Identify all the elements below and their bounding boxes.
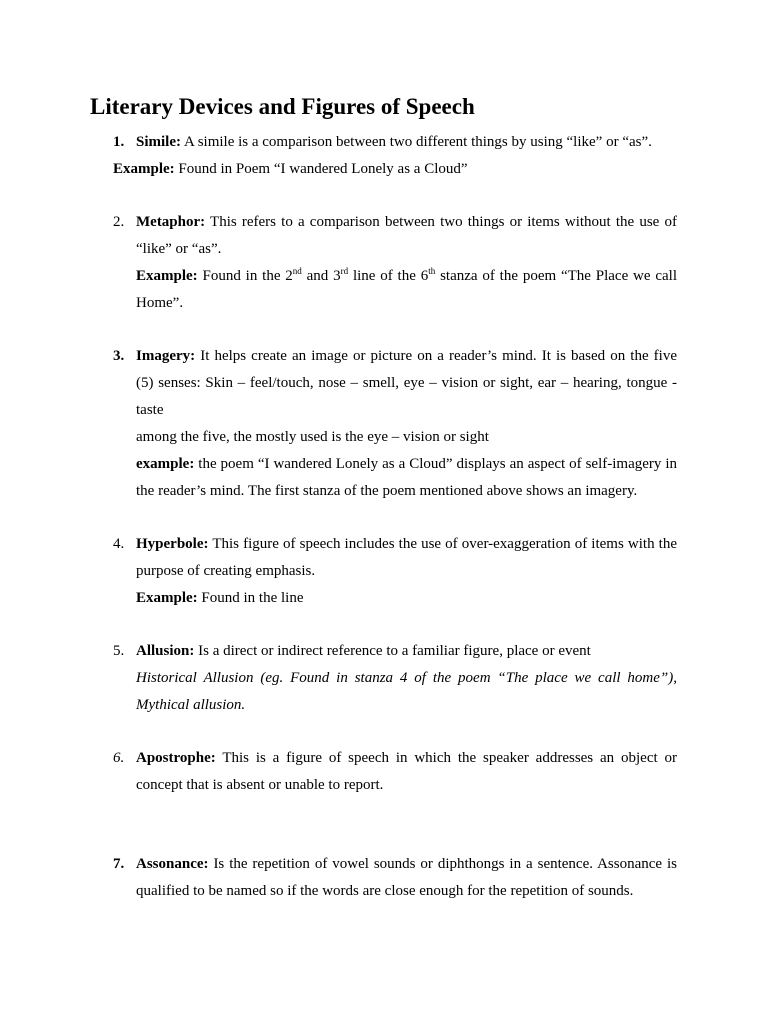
simile-example-line <box>113 159 468 179</box>
example-text: Found in the 2 <box>202 268 293 284</box>
definition-text: A simile is a comparison between two different things by using “like” or “as”. <box>183 134 652 150</box>
hyperbole-example-line <box>136 588 304 608</box>
allusion-italic-line-1 <box>136 668 677 688</box>
assonance-definition-line-2: qualified to be named so if the words are close enough for the repetition of sounds. <box>136 883 634 899</box>
ordinal-superscript: th <box>428 266 436 276</box>
metaphor-definition-line-2: “like” or “as”. <box>136 241 222 257</box>
example-label: Example: <box>113 161 175 177</box>
item-number: 2. <box>113 214 125 230</box>
example-text: Found in Poem “I wandered Lonely as a Cloud” <box>178 161 468 177</box>
example-text: and 3 <box>306 268 341 284</box>
definition-text: Is the repetition of vowel sounds or diphthongs in a sentence. Assonance is <box>213 856 677 872</box>
definition-text: This refers to a comparison between two things or items without the use of <box>210 214 677 230</box>
example-label: Example: <box>136 590 198 606</box>
ordinal-superscript: rd <box>340 266 349 276</box>
item-number: 1. <box>113 134 125 150</box>
term-label: Allusion: <box>136 643 195 659</box>
example-label: example: <box>136 456 195 472</box>
imagery-definition-line-2: (5) senses: Skin – feel/touch, nose – smell, eye – vision or sight, ear – hearing, tongue - <box>136 375 677 391</box>
item-number: 3. <box>113 348 125 364</box>
imagery-definition-line-3: taste <box>136 402 164 418</box>
definition-text: It helps create an image or picture on a reader’s mind. It is based on the five <box>200 348 677 364</box>
example-label: Example: <box>136 268 198 284</box>
apostrophe-definition-line-1 <box>136 748 677 768</box>
allusion-definition-line <box>136 641 591 661</box>
item-number: 6. <box>113 750 125 766</box>
term-label: Metaphor: <box>136 214 206 230</box>
italic-text: Mythical allusion. <box>136 697 246 713</box>
term-label: Simile: <box>136 134 181 150</box>
example-text: Found in the line <box>201 590 304 606</box>
term-label: Imagery: <box>136 348 196 364</box>
example-text: stanza of the poem “The Place we call <box>440 268 678 284</box>
metaphor-example-line-2: Home”. <box>136 295 184 311</box>
allusion-italic-line-2 <box>136 695 245 715</box>
item-number: 4. <box>113 536 125 552</box>
ordinal-superscript: nd <box>292 266 302 276</box>
imagery-example-line-1 <box>136 454 677 474</box>
term-label: Assonance: <box>136 856 209 872</box>
definition-text: This figure of speech includes the use of over-exaggeration of items with the <box>212 536 677 552</box>
metaphor-example-line-1 <box>136 266 677 286</box>
imagery-definition-line-1 <box>136 346 677 366</box>
apostrophe-definition-line-2: concept that is absent or unable to report. <box>136 777 384 793</box>
example-text: the poem “I wandered Lonely as a Cloud” displays an aspect of self-imagery in <box>198 456 677 472</box>
simile-definition-line <box>136 132 652 152</box>
term-label: Hyperbole: <box>136 536 209 552</box>
term-label: Apostrophe: <box>136 750 216 766</box>
metaphor-definition-line-1 <box>136 212 677 232</box>
hyperbole-definition-line-1 <box>136 534 677 554</box>
definition-text: This is a figure of speech in which the speaker addresses an object or <box>222 750 677 766</box>
italic-text: Historical Allusion (eg. Found in stanza 4 of the poem “The place we call home”), <box>136 670 677 686</box>
definition-text: Is a direct or indirect reference to a familiar figure, place or event <box>198 643 591 659</box>
imagery-example-line-2: the reader’s mind. The first stanza of the poem mentioned above shows an imagery. <box>136 483 638 499</box>
imagery-definition-line-4: among the five, the mostly used is the eye – vision or sight <box>136 429 489 445</box>
item-number: 7. <box>113 856 125 872</box>
page-title: Literary Devices and Figures of Speech <box>90 94 475 119</box>
example-text: line of the 6 <box>352 268 429 284</box>
assonance-definition-line-1 <box>136 854 677 874</box>
hyperbole-definition-line-2: purpose of creating emphasis. <box>136 563 316 579</box>
item-number: 5. <box>113 643 125 659</box>
